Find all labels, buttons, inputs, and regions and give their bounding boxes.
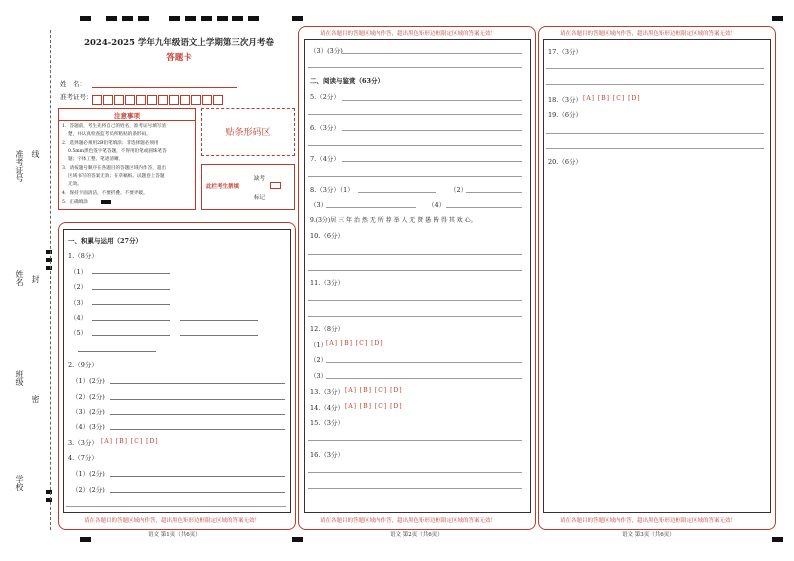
timing-mark	[248, 16, 259, 21]
page-footer: 语文 第1页（共6页）	[148, 532, 201, 538]
timing-mark	[138, 16, 149, 21]
answer-line[interactable]	[466, 192, 522, 193]
q8-part: （3）	[310, 201, 328, 209]
exam-number-label: 准考证号：	[60, 93, 93, 101]
notice-item: 楚，并认真检查监考员所粘贴的条形码。	[68, 132, 151, 137]
timing-mark	[292, 537, 303, 542]
page-footer: 语文 第2页（共6页）	[390, 532, 443, 538]
q12-options[interactable]: [A] [B] [C] [D]	[326, 340, 384, 347]
q13-label: 13.（3分）	[310, 388, 344, 396]
q14-label: 14.（4分）	[310, 404, 344, 412]
q1-part: （2）	[70, 283, 88, 291]
notice-item: 4．保持卡面清洁，不要折叠、不要弄破。	[62, 191, 148, 196]
binding-line-char: 线	[31, 150, 40, 158]
q5-label: 5.（2分）	[310, 93, 340, 101]
q10-label: 10.（6分）	[310, 232, 344, 240]
timing-mark	[292, 16, 303, 21]
q18-label: 18.（3分）	[548, 96, 582, 104]
notice-item: 5．正确填涂	[62, 200, 88, 205]
q16-label: 16.（3分）	[310, 451, 344, 459]
side-mark	[46, 266, 52, 270]
q4-label: 4.（7分）	[68, 454, 98, 462]
answer-line[interactable]	[308, 316, 522, 317]
answer-line[interactable]	[110, 429, 285, 430]
answer-line[interactable]	[446, 207, 522, 208]
q2-label: 2.（9分）	[68, 361, 98, 369]
warning-text: 请在各题目的答题区域内作答，超出黑色矩形边框限定区域的答案无效！	[84, 518, 261, 524]
timing-mark	[80, 16, 91, 21]
notice-title: 注意事项	[114, 112, 140, 120]
answer-line[interactable]	[342, 100, 522, 101]
answer-line[interactable]	[342, 161, 522, 162]
notice-item: 0.5mm黑色签字笔答题，不得用铅笔或圆珠笔答	[68, 149, 167, 154]
notice-item: 3．请按题号顺序在各题目的答题区域内作答，超出	[62, 166, 166, 171]
q12-label: 12.（8分）	[310, 325, 344, 333]
page-title: 2024-2025 学年九年级语文上学期第三次月考卷	[84, 38, 274, 48]
answer-line[interactable]	[110, 476, 285, 477]
timing-mark	[106, 16, 117, 21]
answer-line[interactable]	[308, 114, 522, 115]
notice-item: 2．选择题必须用2B铅笔填涂；非选择题必须用	[62, 141, 159, 146]
answer-line[interactable]	[308, 488, 522, 489]
binding-name-label: 姓名	[15, 270, 24, 286]
warning-text: 请在各题目的答题区域内作答，超出黑色矩形边框限定区域的答案无效！	[320, 31, 497, 37]
q3-options[interactable]: [A] [B] [C] [D]	[101, 438, 159, 445]
warning-text: 请在各题目的答题区域内作答，超出黑色矩形边框限定区域的答案无效！	[320, 518, 497, 524]
barcode-label: 贴条形码区	[225, 128, 271, 138]
q11-label: 11.（3分）	[310, 279, 344, 287]
binding-seal-char: 封	[31, 275, 40, 283]
answer-line[interactable]	[110, 492, 285, 493]
filled-sample	[101, 200, 111, 204]
binding-secret-char: 密	[31, 395, 40, 403]
answer-line[interactable]	[92, 289, 170, 290]
answer-line[interactable]	[110, 414, 285, 415]
answer-line[interactable]	[326, 378, 522, 379]
timing-mark	[169, 16, 180, 21]
warning-text: 请在各题目的答题区域内作答，超出黑色矩形边框限定区域的答案无效！	[560, 518, 737, 524]
answer-box-col2	[304, 39, 531, 513]
binding-number-label: 准考证号	[15, 150, 24, 182]
timing-mark	[185, 16, 196, 21]
q8-part: （2）	[450, 186, 468, 194]
timing-mark	[80, 537, 91, 542]
q3-label: 3.（3分）	[68, 439, 98, 447]
answer-line[interactable]	[546, 133, 764, 134]
q7-label: 7.（4分）	[310, 155, 340, 163]
warning-text: 请在各题目的答题区域内作答，超出黑色矩形边框限定区域的答案无效！	[560, 31, 737, 37]
section1-title: 一、积累与运用（27分）	[68, 237, 143, 245]
answer-line[interactable]	[308, 472, 522, 473]
answer-line[interactable]	[546, 68, 764, 69]
q2-part: （1）(2分)	[72, 377, 105, 385]
binding-class-label: 班级	[15, 370, 24, 386]
q1-part: （3）	[70, 299, 88, 307]
q2-part: （4）(3分)	[72, 423, 105, 431]
q12-part: （2）	[310, 356, 328, 364]
binding-line	[50, 30, 51, 530]
answer-line[interactable]	[358, 192, 436, 193]
q13-options[interactable]: [A] [B] [C] [D]	[345, 387, 403, 394]
q20-label: 20.（6分）	[548, 158, 582, 166]
answer-line[interactable]	[342, 53, 522, 54]
q2-part: （3）(2分)	[72, 408, 105, 416]
timing-mark	[122, 16, 133, 21]
absent-mark-box[interactable]	[270, 182, 281, 189]
answer-line[interactable]	[66, 506, 286, 507]
answer-line[interactable]	[546, 84, 764, 85]
absent-mark-bottom: 标记	[254, 195, 266, 201]
side-mark	[46, 250, 52, 254]
q2-part: （2）(2分)	[72, 393, 105, 401]
q19-label: 19.（6分）	[548, 111, 582, 119]
answer-line[interactable]	[546, 148, 764, 149]
section2-title: 二、阅读与鉴赏（63分）	[310, 77, 385, 85]
timing-mark	[772, 537, 783, 542]
q8-part: （4）	[428, 201, 446, 209]
col2-top-label: （3）(3分)	[310, 47, 343, 55]
absent-mark-top: 缺考	[254, 176, 266, 182]
answer-line[interactable]	[92, 335, 170, 336]
page-footer: 语文 第3页（共6页）	[622, 532, 675, 538]
barcode-area	[201, 108, 295, 156]
notice-item: 区域书写的答案无效；在草稿纸、试题卷上答题	[68, 174, 165, 179]
answer-line[interactable]	[110, 383, 285, 384]
timing-mark	[201, 16, 212, 21]
answer-line[interactable]	[308, 145, 522, 146]
answer-line[interactable]	[92, 304, 170, 305]
q12-part: （3）	[310, 372, 328, 380]
q15-label: 15.（3分）	[310, 419, 344, 427]
q4-part: （1）(2分)	[72, 470, 105, 478]
side-mark	[46, 498, 52, 502]
answer-line[interactable]	[92, 273, 170, 274]
notice-item: 题；字体工整、笔迹清晰。	[68, 157, 124, 162]
answer-line[interactable]	[78, 351, 156, 352]
timing-mark	[772, 16, 783, 21]
name-label: 姓 名：	[60, 80, 86, 88]
answer-line[interactable]	[308, 67, 522, 68]
q14-options[interactable]: [A] [B] [C] [D]	[345, 403, 403, 410]
answer-line[interactable]	[308, 300, 522, 301]
absent-box	[201, 164, 295, 210]
answer-line[interactable]	[308, 270, 522, 271]
exam-number-cells[interactable]	[92, 90, 224, 102]
q1-part: （5）	[70, 329, 88, 337]
q1-part: （1）	[70, 268, 88, 276]
answer-line[interactable]	[110, 399, 285, 400]
notice-item: 1．答题前，考生先将自己的姓名，准考证号填写清	[62, 124, 166, 129]
answer-line[interactable]	[92, 320, 170, 321]
side-mark	[46, 258, 52, 262]
q17-label: 17.（3分）	[548, 48, 582, 56]
binding-school-label: 学校	[15, 475, 24, 491]
q9-label: 9.(3分)居 三 年 治 然 无 所 荐 举 人 无 贤 愚 皆 得 其 欢 心。	[310, 217, 477, 224]
timing-mark	[232, 16, 243, 21]
name-field[interactable]	[92, 87, 237, 88]
page-subtitle: 答题卡	[166, 53, 192, 63]
notice-item: 无效。	[68, 182, 82, 187]
answer-line[interactable]	[326, 362, 522, 363]
answer-line[interactable]	[180, 335, 258, 336]
q18-options[interactable]: [A] [B] [C] [D]	[583, 95, 641, 102]
side-mark	[46, 490, 52, 494]
absent-label: 此栏考生禁填	[206, 184, 240, 190]
answer-line[interactable]	[308, 254, 522, 255]
timing-mark	[217, 16, 228, 21]
q12-part: （1）	[310, 341, 328, 349]
answer-line[interactable]	[308, 176, 522, 177]
answer-line[interactable]	[308, 440, 522, 441]
answer-line[interactable]	[326, 207, 416, 208]
q8-label: 8.（3分）（1）	[310, 186, 354, 194]
answer-line[interactable]	[342, 130, 522, 131]
answer-line[interactable]	[180, 320, 258, 321]
q1-part: （4）	[70, 314, 88, 322]
q1-label: 1.（8分）	[68, 252, 98, 260]
q4-part: （2）(2分)	[72, 486, 105, 494]
notice-box	[58, 108, 196, 210]
q6-label: 6.（3分）	[310, 124, 340, 132]
